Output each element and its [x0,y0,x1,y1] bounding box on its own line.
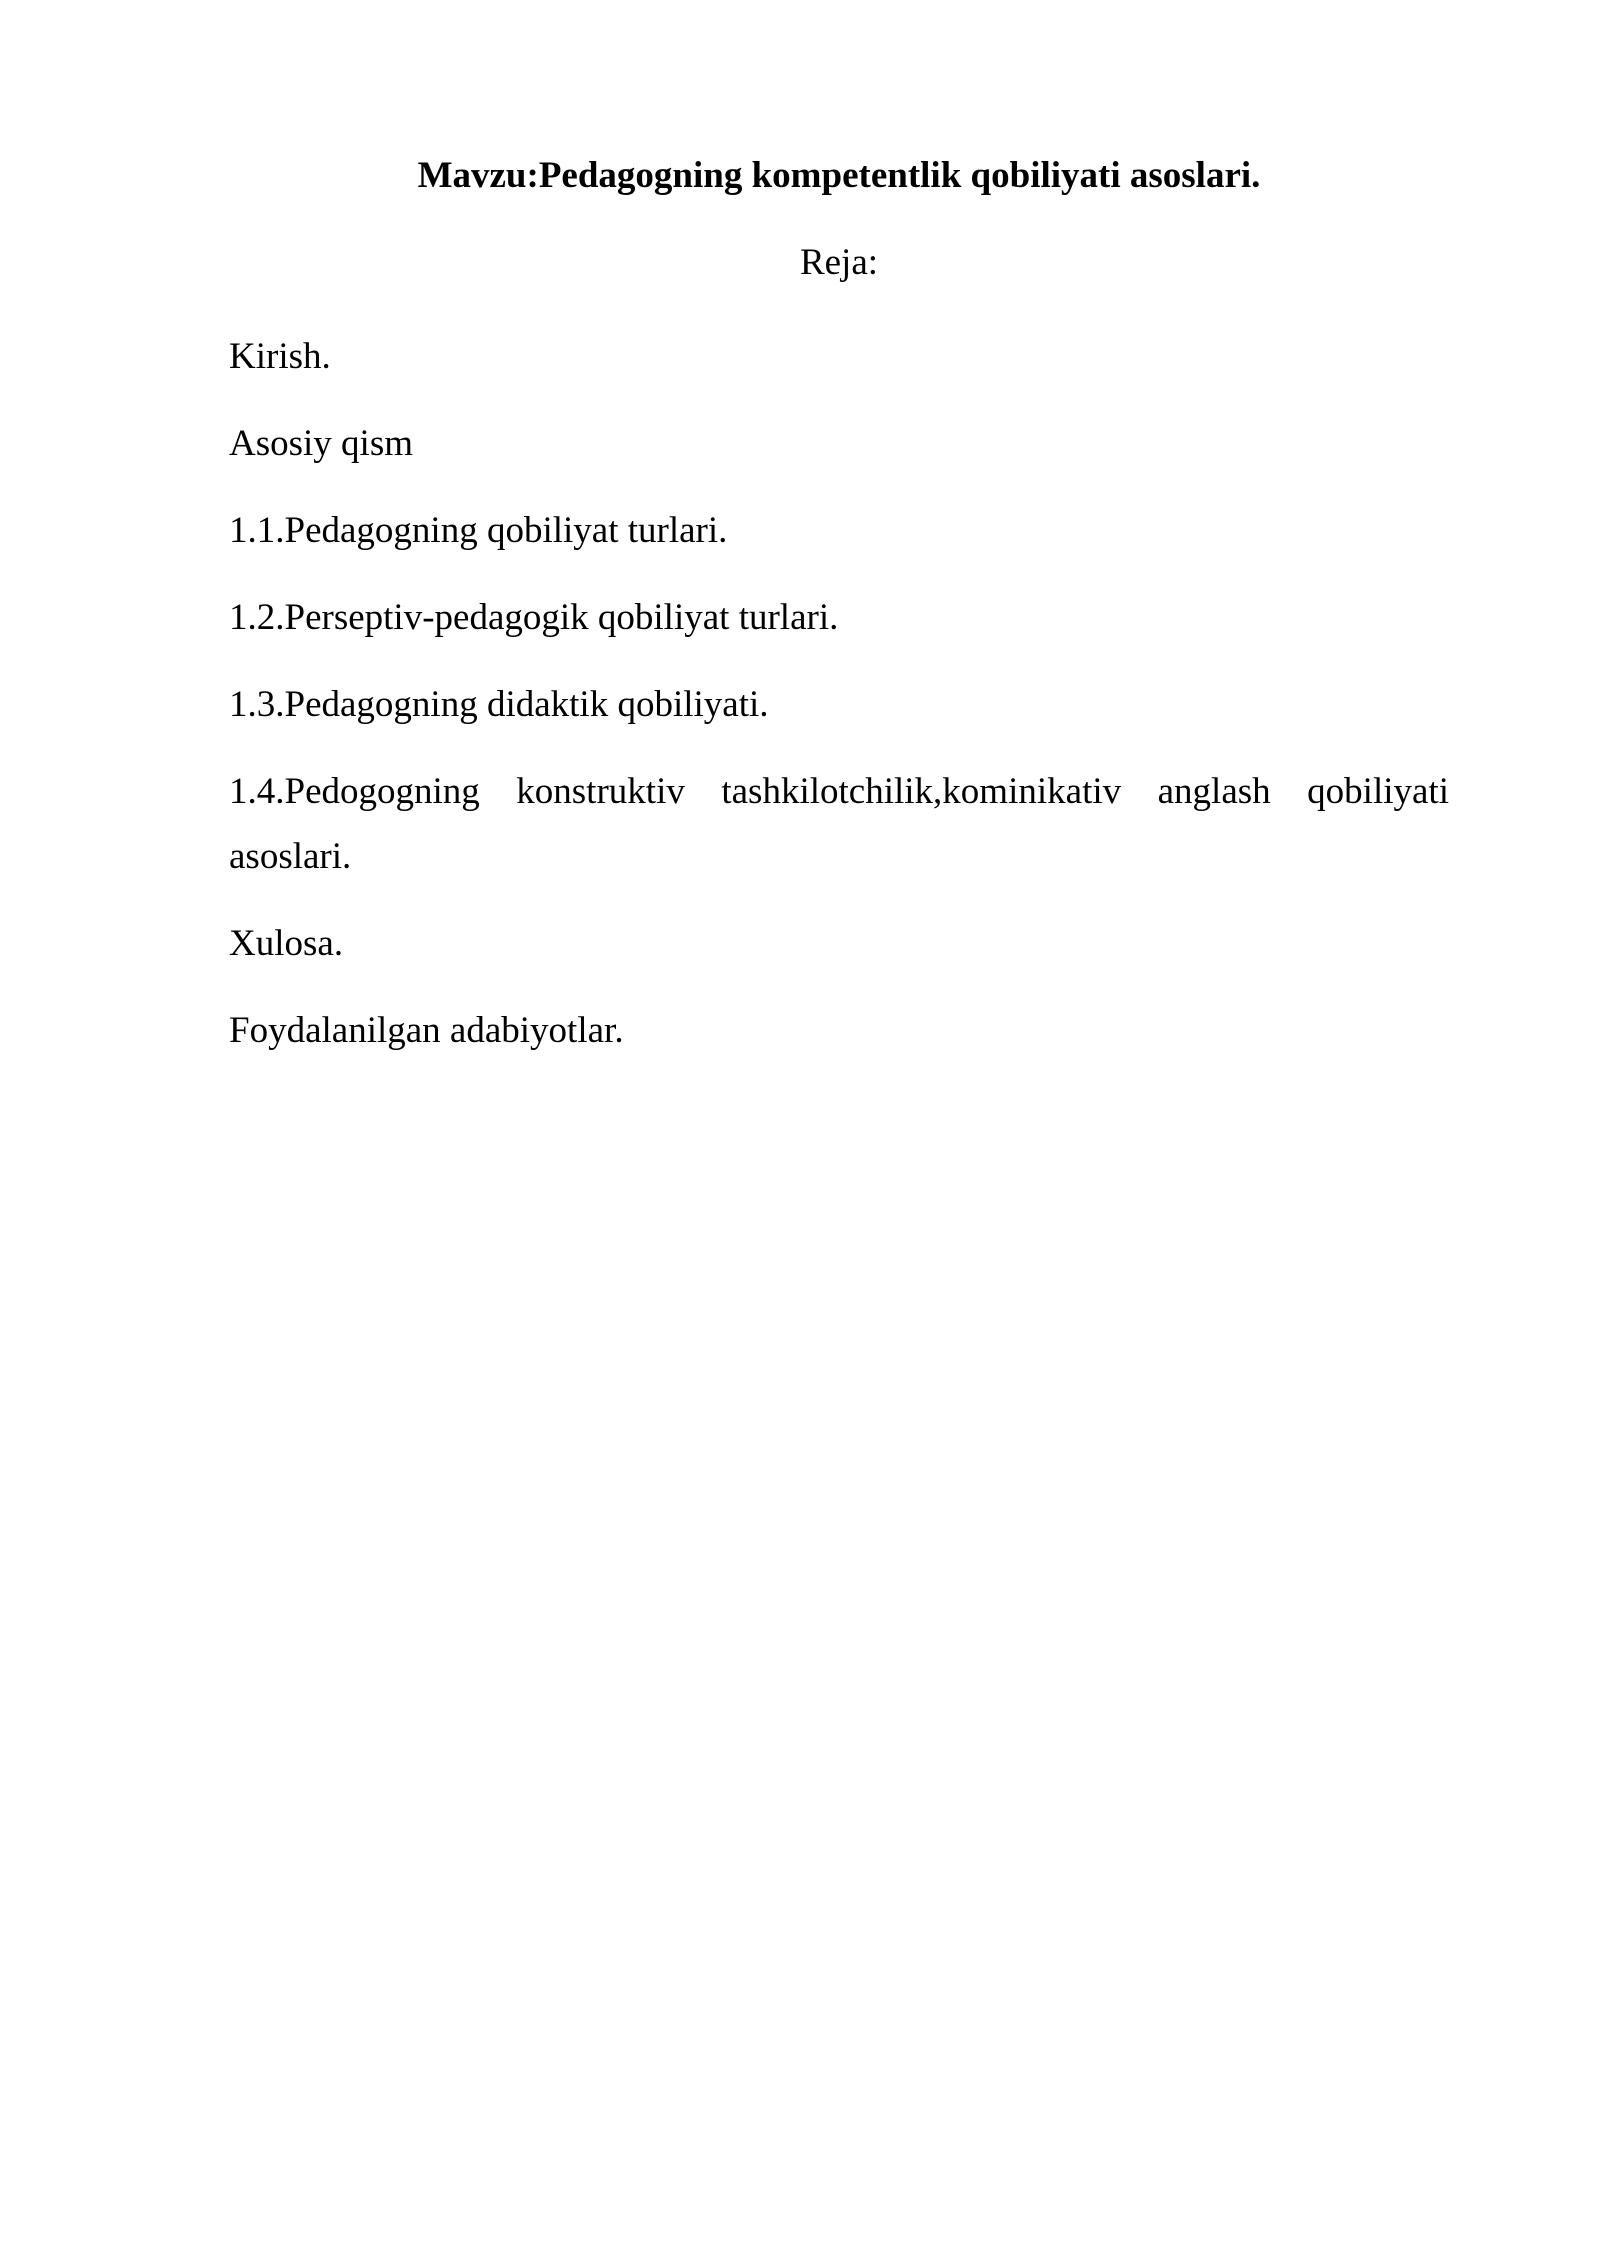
outline-item-introduction: Kirish. [229,336,331,377]
plan-outline [229,324,1449,1063]
outline-item-1-3: 1.3.Pedagogning didaktik qobiliyati. [229,684,769,725]
outline-item-main-part: Asosiy qism [229,423,414,464]
outline-item-references: Foydalanilgan adabiyotlar. [229,1010,624,1051]
plan-heading: Reja: [799,242,879,283]
document-title: Mavzu:Pedagogning kompetentlik qobiliyati asoslari. [417,155,1261,196]
outline-item-1-2: 1.2.Perseptiv-pedagogik qobiliyat turlari. [229,597,839,638]
outline-item-1-4: 1.4.Pedogogning konstruktiv tashkilotchilik,kominikativ anglash qobiliyati asoslari. [229,771,1449,877]
document-content [229,150,1449,1085]
outline-item-1-1: 1.1.Pedagogning qobiliyat turlari. [229,510,728,551]
outline-item-conclusion: Xulosa. [229,923,344,964]
